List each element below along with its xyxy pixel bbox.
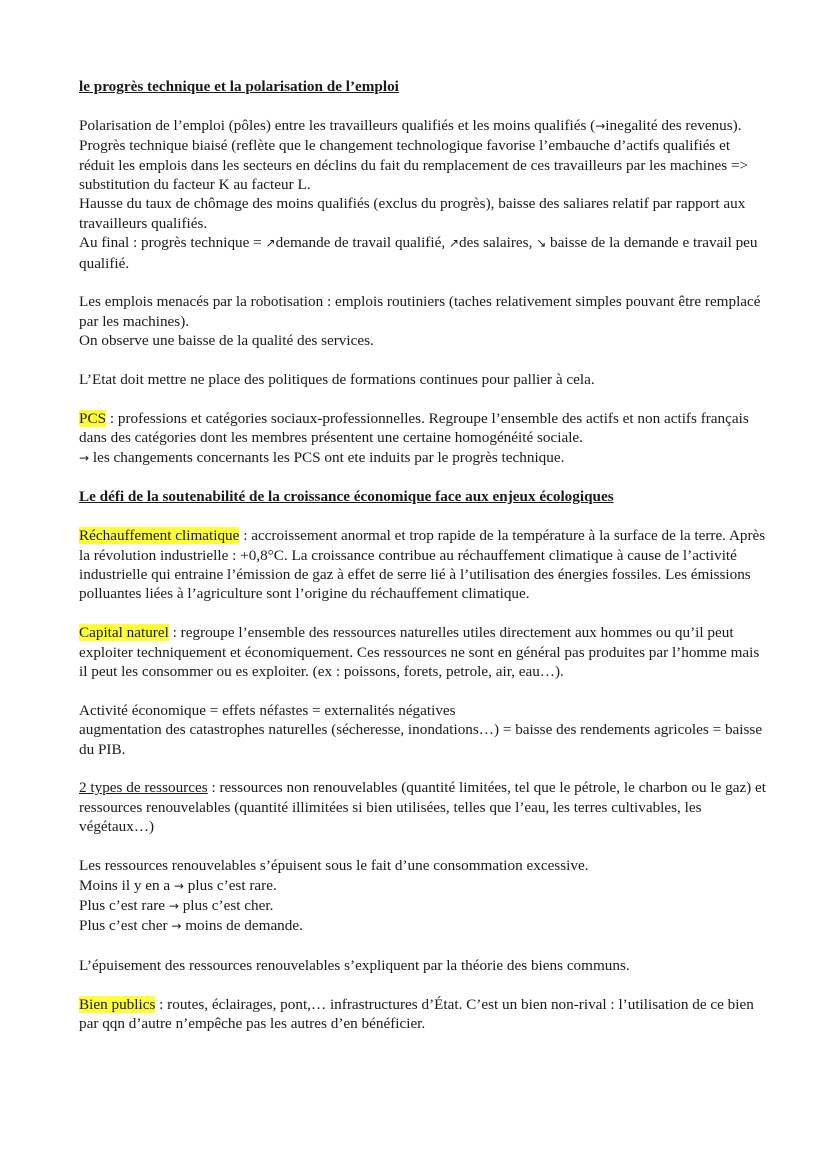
- text-fragment: Plus c’est cher: [79, 917, 172, 935]
- chain-line: [79, 876, 768, 896]
- text-fragment: moins de demande.: [181, 917, 303, 935]
- arrow-right-icon: →: [79, 450, 90, 465]
- highlighted-term: Réchauffement climatique: [79, 527, 240, 545]
- paragraph-epuisement: L’épuisement des ressources renouvelables s’expliquent par la théorie des biens communs.: [79, 957, 630, 975]
- paragraph-robotisation: Les emplois menacés par la robotisation : emplois routiniers (taches relativement simples pouvant être remplacé par les machines).: [79, 293, 761, 330]
- note-pcs: [79, 448, 768, 468]
- paragraph-services: On observe une baisse de la qualité des services.: [79, 332, 374, 350]
- paragraph-au-final: [79, 233, 768, 273]
- section-title-progres: le progrès technique et la polarisation de l’emploi: [79, 78, 399, 95]
- paragraph-etat: L’Etat doit mettre ne place des politiques de formations continues pour pallier à cela.: [79, 371, 595, 389]
- arrow-right-icon: →: [171, 919, 182, 934]
- definition-text: : routes, éclairages, pont,… infrastructures d’État. C’est un bien non-rival : l’utilisation de ce bien par qqn d’autre n’empêche pas les autres d’en bénéficier.: [79, 995, 754, 1033]
- definition-rechauffement: [79, 526, 768, 604]
- arrow-right-icon: →: [168, 898, 179, 913]
- arrow-up-icon: ↗: [448, 236, 459, 251]
- definition-pcs: [79, 409, 768, 448]
- chain-line: [79, 916, 768, 936]
- arrow-up-icon: ↗: [265, 236, 276, 251]
- text-fragment: Plus c’est rare: [79, 896, 169, 914]
- text-fragment: Polarisation de l’emploi (pôles) entre les travailleurs qualifiés et les moins qualifiés (: [79, 116, 596, 134]
- text-fragment: baisse de la demande e travail peu qualifié.: [79, 234, 758, 272]
- underlined-term: 2 types de ressources: [79, 779, 208, 797]
- text-fragment: les changements concernants les PCS ont ete induits par le progrès technique.: [89, 448, 565, 466]
- text-fragment: Au final : progrès technique =: [79, 234, 266, 252]
- definition-text: : professions et catégories sociaux-professionnelles. Regroupe l’ensemble des actifs et non actifs français dans des catégories dont les membres présentent une certaine homogénéité sociale.: [79, 409, 749, 447]
- paragraph-polarisation: [79, 116, 768, 195]
- definition-text: : regroupe l’ensemble des ressources naturelles utiles directement aux hommes ou qu’il peut exploiter techniquement et économiquement. Ces ressources ne sont en général pas produites par l’homme mais il peut les consommer ou es exploiter. (ex : poissons, forets, petrole, air, eau…).: [79, 624, 760, 681]
- paragraph-catastrophes: augmentation des catastrophes naturelles (sécheresse, inondations…) = baisse des rendements agricoles = baisse du PIB.: [79, 721, 763, 758]
- text-fragment: demande de travail qualifié,: [275, 234, 449, 252]
- text-fragment: plus c’est rare.: [183, 876, 277, 894]
- section-title-soutenabilite: Le défi de la soutenabilité de la croissance économique face aux enjeux écologiques: [79, 488, 614, 506]
- definition-capital-naturel: [79, 623, 768, 681]
- arrow-right-icon: →: [595, 118, 606, 133]
- highlighted-term: Capital naturel: [79, 624, 169, 642]
- paragraph-chomage: Hausse du taux de chômage des moins qualifiés (exclus du progrès), baisse des saliares relatif par rapport aux travailleurs qualifiés.: [79, 195, 746, 232]
- text-fragment: inegalité des revenus). Progrès technique biaisé (reflète que le changement technologique favorise l’embauche d’actifs qualifiés et réduit les emplois dans les secteurs en déclins du fait du remplacement de ces travailleurs par les machines => substitution du facteur K au facteur L.: [79, 116, 749, 194]
- text-fragment: plus c’est cher.: [178, 896, 274, 914]
- definition-text: : accroissement anormal et trop rapide de la température à la surface de la terre. Après la révolution industrielle : +0,8°C. La croissance contribue au réchauffement climatique à cause de l’activité industrielle qui entraine l’émission de gaz à effet de serre lié à l’utilisation des énergies fossiles. Les émissions polluantes liées à l’agriculture sont l’origine du réchauffement climatique.: [79, 527, 766, 603]
- definition-text: : ressources non renouvelables (quantité limitées, tel que le pétrole, le charbon ou le gaz) et ressources renouvelables (quantité illimitées si bien utilisées, telles que l’eau, les terres cultivables, les végétaux…): [79, 779, 766, 836]
- arrow-right-icon: →: [173, 878, 184, 893]
- paragraph-renouvelables: Les ressources renouvelables s’épuisent sous le fait d’une consommation excessive.: [79, 857, 589, 875]
- arrow-down-icon: ↘: [536, 236, 547, 251]
- chain-line: [79, 896, 768, 916]
- definition-biens-publics: [79, 995, 768, 1034]
- text-fragment: des salaires,: [459, 234, 537, 252]
- highlighted-term: PCS: [79, 409, 107, 427]
- highlighted-term: Bien publics: [79, 995, 156, 1013]
- text-fragment: Moins il y en a: [79, 876, 174, 894]
- paragraph-activite: Activité économique = effets néfastes = externalités négatives: [79, 701, 456, 719]
- definition-types-ressources: [79, 778, 768, 836]
